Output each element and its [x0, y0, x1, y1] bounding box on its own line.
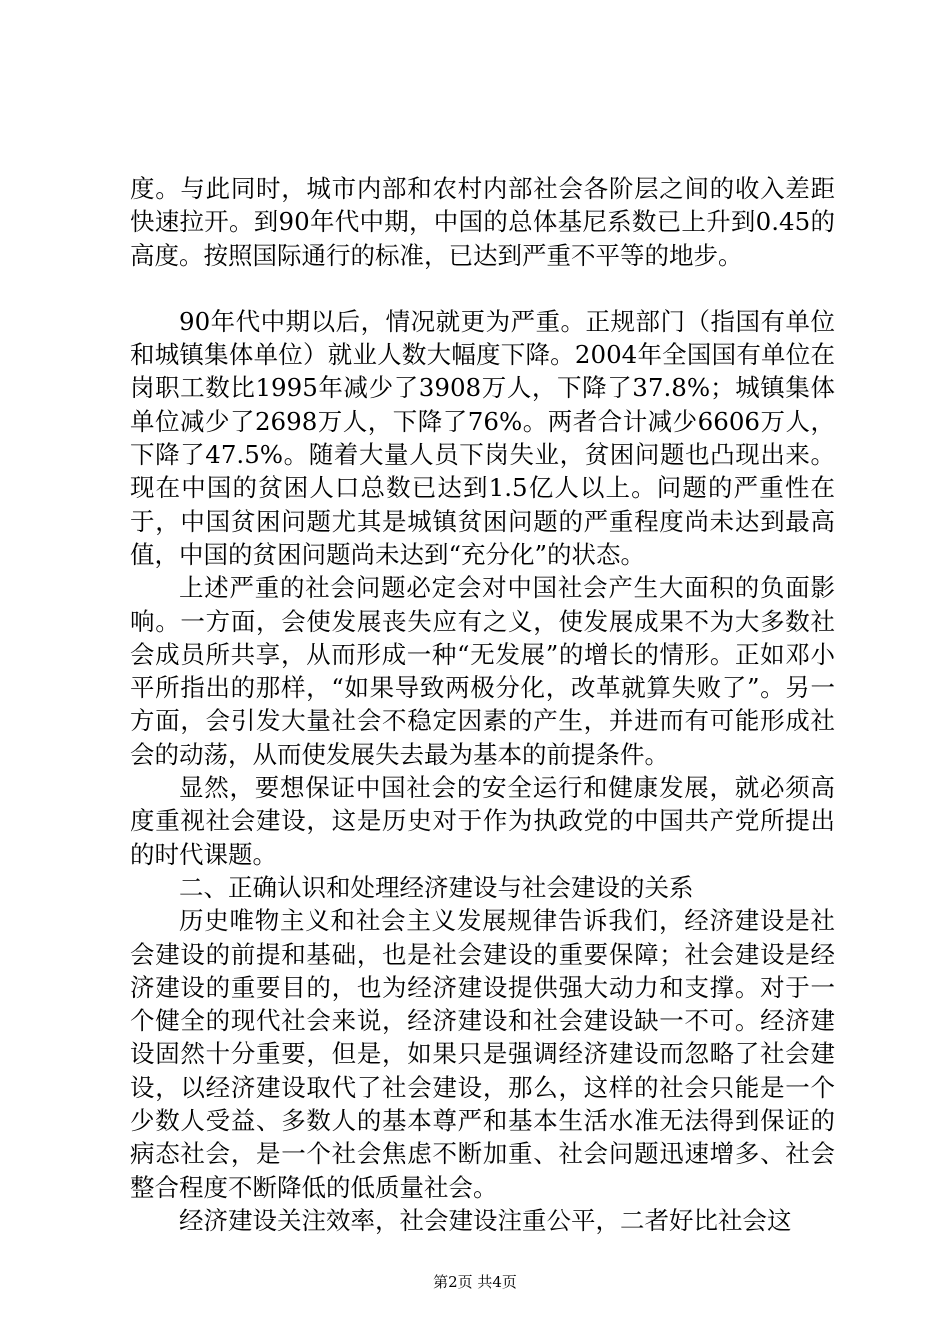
page-number-footer: 第2页 共4页 [433, 1273, 517, 1291]
paragraph-unemployment: 90年代中期以后，情况就更为严重。正规部门（指国有单位和城镇集体单位）就业人数大幅度下降。2004年全国国有单位在岗职工数比1995年减少了3908万人，下降了37.8%；城镇集体单位减少了2698万人，下降了76%。两者合计减少6606万人，下降了47.5%。随着大量人员下岗失业，贫困问题也凸现出来。现在中国的贫困人口总数已达到1.5亿人以上。问题的严重性在于，中国贫困问题尤其是城镇贫困问题的严重程度尚未达到最高值，中国的贫困问题尚未达到“充分化”的状态。 [130, 306, 835, 569]
paragraph-relationship: 历史唯物主义和社会主义发展规律告诉我们，经济建设是社会建设的前提和基础，也是社会建设的重要保障；社会建设是经济建设的重要目的，也为经济建设提供强大动力和支撑。对于一个健全的现代社会来说，经济建设和社会建设缺一不可。经济建设固然十分重要，但是，如果只是强调经济建设而忽略了社会建设，以经济建设取代了社会建设，那么，这样的社会只能是一个少数人受益、多数人的基本尊严和基本生活水准无法得到保证的病态社会，是一个社会焦虑不断加重、社会问题迅速增多、社会整合程度不断降低的低质量社会。 [130, 906, 835, 1202]
paragraph-continuation: 度。与此同时，城市内部和农村内部社会各阶层之间的收入差距快速拉开。到90年代中期，中国的总体基尼系数已上升到0.45的高度。按照国际通行的标准，已达到严重不平等的地步。 [130, 174, 835, 270]
section-heading: 二、正确认识和处理经济建设与社会建设的关系 [179, 872, 694, 902]
document-body [130, 172, 835, 1237]
paragraph-efficiency-fairness: 经济建设关注效率，社会建设注重公平，二者好比社会这 [179, 1205, 792, 1235]
paragraph-negative-impact: 上述严重的社会问题必定会对中国社会产生大面积的负面影响。一方面，会使发展丧失应有之义，使发展成果不为大多数社会成员所共享，从而形成一种“无发展”的增长的情形。正如邓小平所指出的那样，“如果导致两极分化，改革就算失败了”。另一方面，会引发大量社会不稳定因素的产生，并进而有可能形成社会的动荡，从而使发展失去最为基本的前提条件。 [130, 573, 835, 769]
paragraph-social-construction: 显然，要想保证中国社会的安全运行和健康发展，就必须高度重视社会建设，这是历史对于作为执政党的中国共产党所提出的时代课题。 [130, 773, 835, 869]
